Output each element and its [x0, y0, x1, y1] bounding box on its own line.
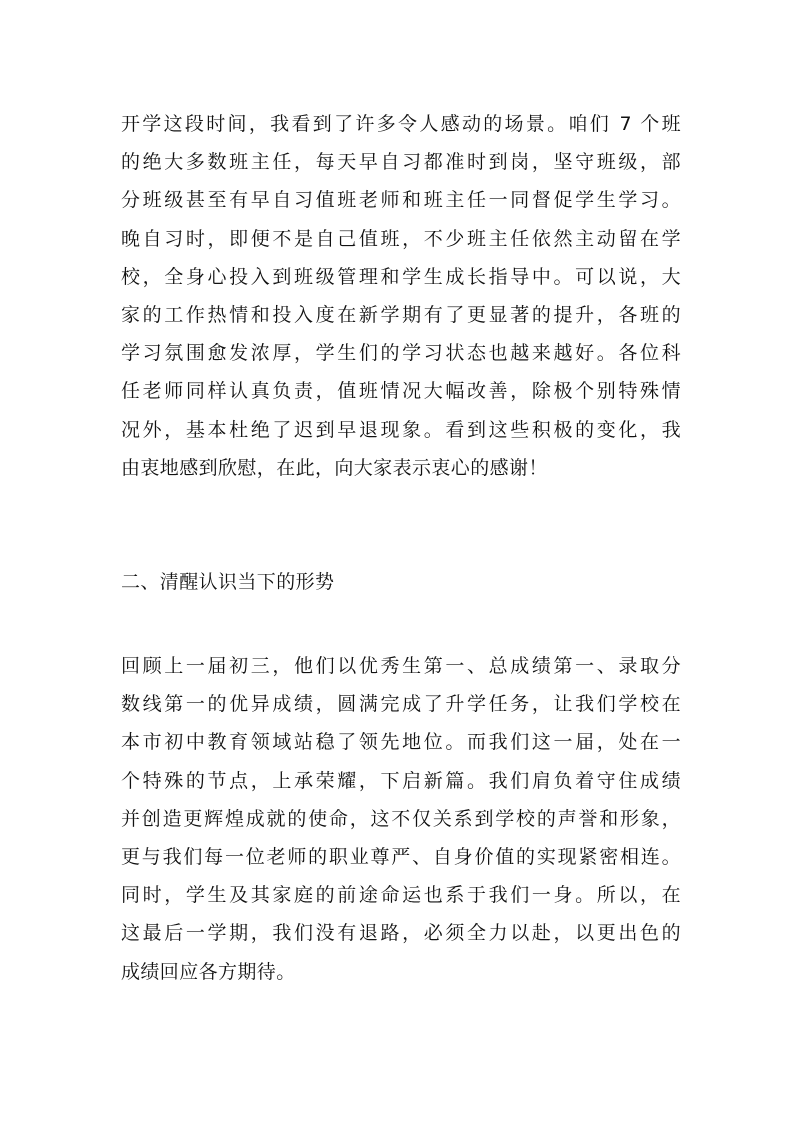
- paragraph-line: 的绝大多数班主任，每天早自习都准时到岗，坚守班级，部: [121, 151, 681, 174]
- paragraph-line: 这最后一学期，我们没有退路，必须全力以赴，以更出色的: [121, 922, 681, 945]
- paragraph-line: 回顾上一届初三，他们以优秀生第一、总成绩第一、录取分: [121, 655, 681, 677]
- paragraph-opening-observations: [121, 105, 681, 487]
- paragraph-line: 个特殊的节点，上承荣耀，下启新篇。我们肩负着守住成绩: [121, 769, 681, 792]
- paragraph-line: 数线第一的优异成绩，圆满完成了升学任务，让我们学校在: [121, 693, 681, 716]
- paragraph-line: 更与我们每一位老师的职业尊严、自身价值的实现紧密相连。: [121, 845, 681, 868]
- section-heading: [121, 563, 681, 601]
- paragraph-line: 校，全身心投入到班级管理和学生成长指导中。可以说，大: [121, 265, 681, 288]
- paragraph-line: 开学这段时间，我看到了许多令人感动的场景。咱们 7 个班: [121, 113, 681, 135]
- paragraph-line: 晚自习时，即便不是自己值班，不少班主任依然主动留在学: [121, 227, 681, 250]
- paragraph-line-last: 成绩回应各方期待。: [121, 960, 296, 983]
- paragraph-line: 并创造更辉煌成就的使命，这不仅关系到学校的声誉和形象，: [121, 807, 681, 830]
- paragraph-current-situation: [121, 647, 681, 991]
- paragraph-line-last: 由衷地感到欣慰，在此，向大家表示衷心的感谢！: [121, 456, 548, 479]
- paragraph-line: 本市初中教育领域站稳了领先地位。而我们这一届，处在一: [121, 731, 681, 754]
- paragraph-line: 任老师同样认真负责，值班情况大幅改善，除极个别特殊情: [121, 380, 681, 403]
- paragraph-line: 况外，基本杜绝了迟到早退现象。看到这些积极的变化，我: [121, 418, 681, 441]
- paragraph-line: 家的工作热情和投入度在新学期有了更显著的提升，各班的: [121, 303, 681, 326]
- paragraph-line: 分班级甚至有早自习值班老师和班主任一同督促学生学习。: [121, 189, 681, 212]
- paragraph-line: 学习氛围愈发浓厚，学生们的学习状态也越来越好。各位科: [121, 342, 681, 365]
- paragraph-line: 同时，学生及其家庭的前途命运也系于我们一身。所以，在: [121, 884, 681, 907]
- section-heading-text: 二、清醒认识当下的形势: [121, 571, 335, 593]
